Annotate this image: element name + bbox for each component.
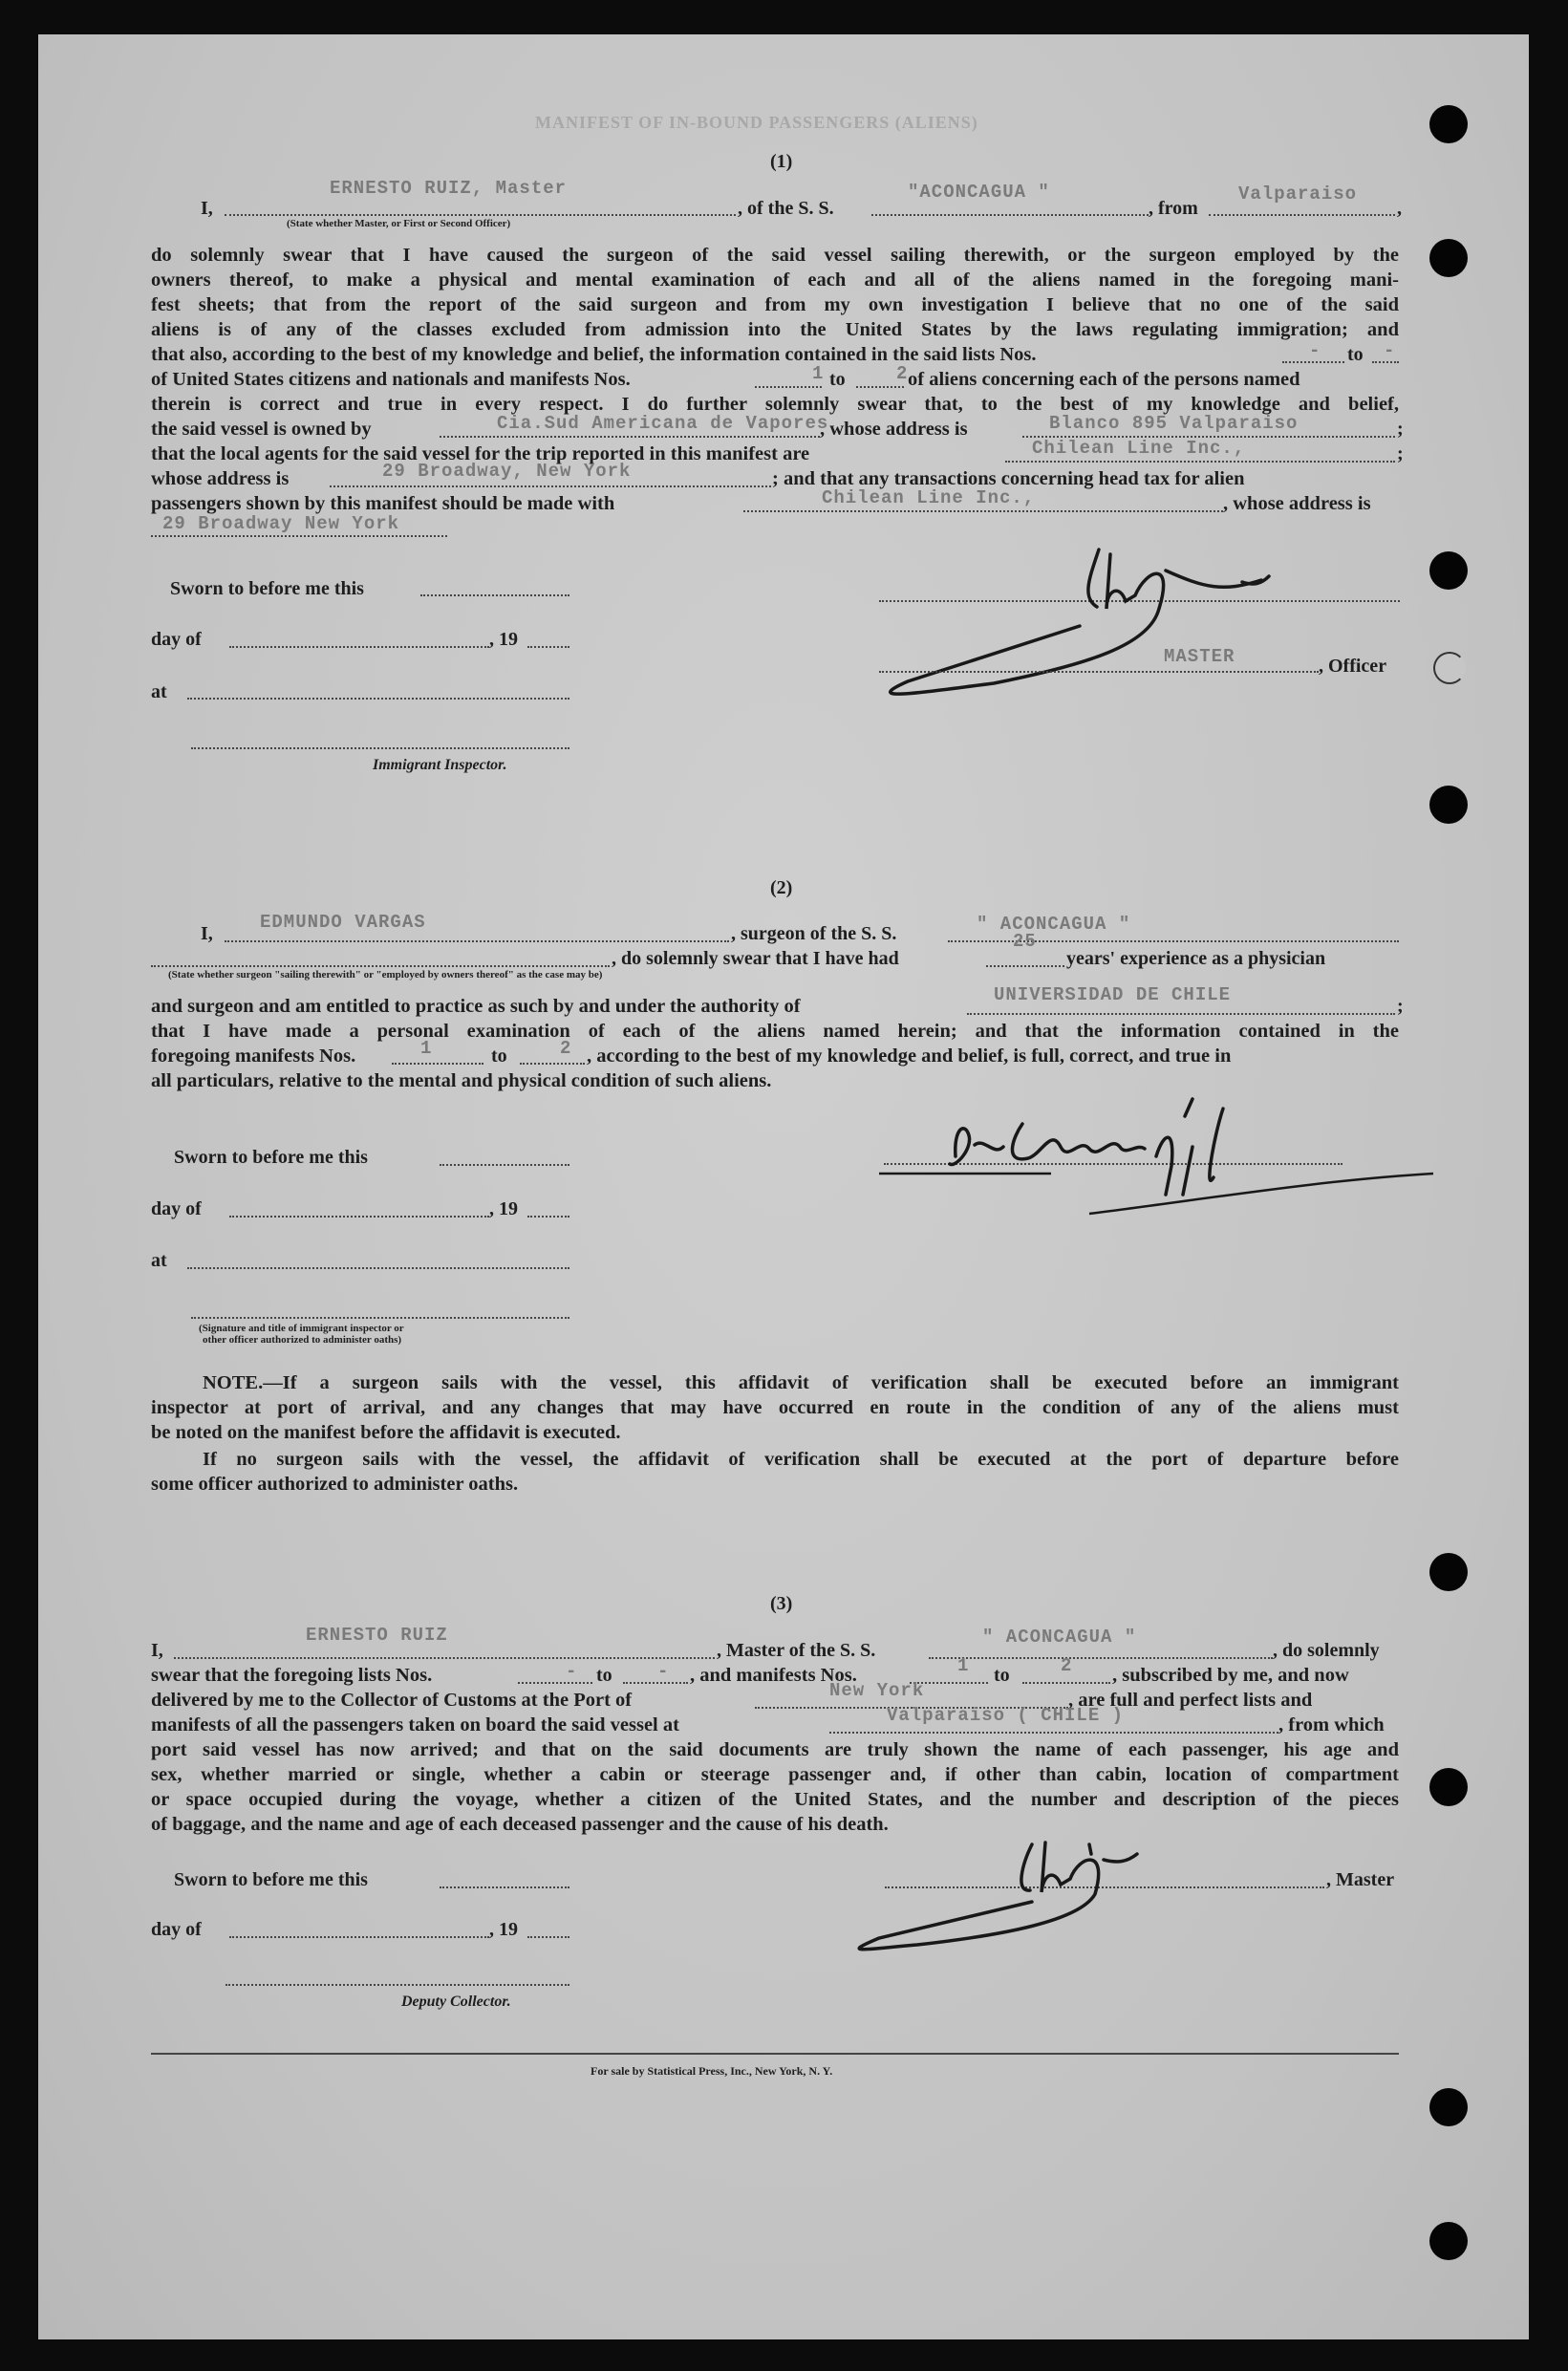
s3-year: , 19 xyxy=(489,1919,518,1940)
vessel-value: "ACONCAGUA " xyxy=(908,182,1050,203)
s1-line-5: that also, according to the best of my knowledge and belief, the information contained in the said lists Nos. xyxy=(151,344,1037,365)
from-line xyxy=(1209,214,1395,216)
title-value: MASTER xyxy=(1164,646,1235,667)
s1-year: , 19 xyxy=(489,629,518,650)
s1-sworn: Sworn to before me this xyxy=(170,578,364,599)
label-master-end: , Master xyxy=(1326,1869,1395,1890)
s3-sworn-line xyxy=(440,1886,569,1888)
s3-lists-to-value: - xyxy=(657,1661,670,1682)
note-line-3: be noted on the manifest before the affidavit is executed. xyxy=(151,1422,621,1443)
label-officer: , Officer xyxy=(1319,656,1387,677)
s3-line-h: of baggage, and the name and age of each deceased passenger and the cause of his death. xyxy=(151,1814,889,1835)
lists-from-line xyxy=(1282,361,1344,363)
s1-line-6b: of aliens concerning each of the persons named xyxy=(908,369,1300,390)
headtax-address-line xyxy=(151,535,447,537)
note-line-5: some officer authorized to administer oaths. xyxy=(151,1474,519,1495)
s1-line-1: do solemnly swear that I have caused the surgeon of the said vessel sailing therewith, or the surgeon employed by the xyxy=(151,245,1399,266)
s3-day-of: day of xyxy=(151,1919,202,1940)
owner-line xyxy=(440,436,820,438)
from-value: Valparaiso xyxy=(1238,183,1358,205)
manifest-from-value: 1 xyxy=(812,363,825,384)
s2-line-c-a: foregoing manifests Nos. xyxy=(151,1045,356,1067)
s3-port-from-value: Valparaiso ( CHILE ) xyxy=(887,1705,1125,1726)
section-2-number: (2) xyxy=(770,877,793,898)
manifest-to-value: 2 xyxy=(896,363,909,384)
s2-year-line xyxy=(527,1216,569,1218)
s1-at: at xyxy=(151,681,167,702)
s2-line-a: and surgeon and am entitled to practice as such by and under the authority of xyxy=(151,996,801,1017)
s1-year-line xyxy=(527,646,569,648)
s3-line-c-a: delivered by me to the Collector of Customs at the Port of xyxy=(151,1690,633,1711)
s1-line-9: that the local agents for the said vessel for the trip reported in this manifest are xyxy=(151,443,810,464)
punch-hole xyxy=(1429,105,1468,143)
manifest-from-line xyxy=(755,386,822,388)
inspector-caption: Immigrant Inspector. xyxy=(373,757,507,773)
s2-semicolon: ; xyxy=(1397,996,1404,1017)
s1-line-6-to: to xyxy=(829,369,846,390)
s3-man-from-value: 1 xyxy=(957,1655,970,1676)
s2-label-surgeon: , surgeon of the S. S. xyxy=(731,923,897,944)
footer-imprint: For sale by Statistical Press, Inc., New York, N. Y. xyxy=(591,2064,833,2078)
s2-caption-1: (Signature and title of immigrant inspector or xyxy=(199,1323,404,1334)
semicolon: ; xyxy=(1397,419,1404,440)
s3-port-value: New York xyxy=(829,1680,925,1701)
s2-inspector-line xyxy=(191,1317,569,1319)
authority-line xyxy=(967,1013,1395,1015)
s3-label-solemnly: , do solemnly xyxy=(1273,1640,1380,1661)
s2-line-d: all particulars, relative to the mental and physical condition of such aliens. xyxy=(151,1070,772,1091)
s3-line-d-a: manifests of all the passengers taken on board the said vessel at xyxy=(151,1714,679,1735)
surgeon-type-line xyxy=(151,965,610,967)
s2-from-line xyxy=(392,1063,483,1065)
inspector-line xyxy=(191,747,569,749)
officer-caption: (State whether Master, or First or Second Officer) xyxy=(287,218,511,229)
s2-sworn: Sworn to before me this xyxy=(174,1147,368,1168)
headtax-address-value: 29 Broadway New York xyxy=(162,513,400,534)
years-value: 25 xyxy=(1013,931,1037,952)
s3-line-e: port said vessel has now arrived; and that on the said documents are truly shown the name of each passenger, his age and xyxy=(151,1739,1399,1760)
authority-value: UNIVERSIDAD DE CHILE xyxy=(994,984,1232,1005)
s2-at-line xyxy=(187,1267,569,1269)
s2-sworn-line xyxy=(440,1164,569,1166)
note-line-4: If no surgeon sails with the vessel, the affidavit of verification shall be executed at the port of departure before xyxy=(203,1449,1399,1470)
punch-hole xyxy=(1429,1553,1468,1591)
s3-name-line xyxy=(174,1657,715,1659)
headtax-line xyxy=(743,510,1223,512)
s3-line-b-to: to xyxy=(596,1665,612,1686)
label-from: , from xyxy=(1149,198,1198,219)
s2-from-value: 1 xyxy=(420,1038,433,1059)
s1-line-4: aliens is of any of the classes excluded from admission into the United States by the laws regulating immigration; and xyxy=(151,319,1399,340)
s3-day-line xyxy=(229,1936,489,1938)
punch-hole xyxy=(1429,2088,1468,2126)
s3-line-g: or space occupied during the voyage, whether a citizen of the United States, and the number and description of the pieces xyxy=(151,1789,1399,1810)
s3-line-c-b: , are full and perfect lists and xyxy=(1068,1690,1313,1711)
s3-line-f: sex, whether married or single, whether a cabin or steerage passenger and, if other than cabin, location of compartment xyxy=(151,1764,1399,1785)
note-line-2: inspector at port of arrival, and any changes that may have occurred en route in the condition of any of the aliens must xyxy=(151,1397,1399,1418)
s3-line-b-a: swear that the foregoing lists Nos. xyxy=(151,1665,433,1686)
s3-vessel-line xyxy=(929,1657,1273,1659)
label-i: I, xyxy=(201,198,213,219)
lists-from-value: - xyxy=(1309,340,1321,361)
s1-line-8b: , whose address is xyxy=(820,419,968,440)
punch-hole xyxy=(1429,2222,1468,2260)
collector-line xyxy=(226,1984,569,1986)
s1-line-10b: ; and that any transactions concerning head tax for alien xyxy=(772,468,1245,489)
faded-header: MANIFEST OF IN-BOUND PASSENGERS (ALIENS) xyxy=(535,113,978,132)
officer-name-line xyxy=(225,214,736,216)
surgeon-signature xyxy=(936,1089,1433,1214)
s2-to-value: 2 xyxy=(560,1038,572,1059)
s3-man-to-line xyxy=(1022,1682,1110,1684)
s3-name-value: ERNESTO RUIZ xyxy=(306,1625,448,1646)
officer-signature xyxy=(860,521,1357,702)
label-of-ss: , of the S. S. xyxy=(738,198,834,219)
officer-name-value: ERNESTO RUIZ, Master xyxy=(330,178,568,199)
s1-line-6a: of United States citizens and nationals and manifests Nos. xyxy=(151,369,631,390)
punch-hole xyxy=(1429,239,1468,277)
years-line xyxy=(986,965,1064,967)
agents-address-line xyxy=(330,485,771,487)
agents-value: Chilean Line Inc., xyxy=(1032,438,1246,459)
owner-value: Cia.Sud Americana de Vapores xyxy=(497,413,829,434)
comma: , xyxy=(1397,198,1402,219)
s2-year: , 19 xyxy=(489,1198,518,1219)
surgeon-name-line xyxy=(225,940,729,942)
surgeon-caption: (State whether surgeon "sailing therewith" or "employed by owners thereof" as the case may be) xyxy=(168,969,603,981)
s1-line-11a: passengers shown by this manifest should be made with xyxy=(151,493,615,514)
lists-to-line xyxy=(1372,361,1399,363)
note-line-1: NOTE.—If a surgeon sails with the vessel, this affidavit of verification shall be executed before an immigrant xyxy=(203,1372,1399,1393)
footer-rule xyxy=(151,2053,1399,2055)
s1-line-10a: whose address is xyxy=(151,468,290,489)
s3-lists-from-line xyxy=(518,1682,592,1684)
s2-line-c-b: , according to the best of my knowledge and belief, is full, correct, and true in xyxy=(587,1045,1232,1067)
s2-day-line xyxy=(229,1216,489,1218)
master-signature xyxy=(841,1816,1242,1959)
surgeon-name-value: EDMUNDO VARGAS xyxy=(260,912,426,933)
s3-label-master: , Master of the S. S. xyxy=(717,1640,876,1661)
s3-line-b-end: , subscribed by me, and now xyxy=(1112,1665,1349,1686)
section-3-number: (3) xyxy=(770,1593,793,1614)
s3-line-d-b: , from which xyxy=(1278,1714,1385,1735)
title-line xyxy=(879,671,1319,673)
s2-label-i: I, xyxy=(201,923,213,944)
s1-line-8a: the said vessel is owned by xyxy=(151,419,372,440)
headtax-value: Chilean Line Inc., xyxy=(822,487,1036,508)
s2-label-solemnly: , do solemnly swear that I have had xyxy=(612,948,899,969)
s1-line-5-to: to xyxy=(1347,344,1364,365)
punch-hole xyxy=(1429,1768,1468,1806)
s2-vessel-value: " ACONCAGUA " xyxy=(977,914,1131,935)
punch-hole xyxy=(1429,786,1468,824)
s3-man-to-value: 2 xyxy=(1061,1655,1073,1676)
s2-line-c-to: to xyxy=(491,1045,507,1067)
s1-line-3: fest sheets; that from the report of the said surgeon and from my own investigation I believe that no one of the said xyxy=(151,294,1399,315)
s3-sworn: Sworn to before me this xyxy=(174,1869,368,1890)
s2-line-b: that I have made a personal examination of each of the aliens named herein; and that the information contained in the xyxy=(151,1021,1399,1042)
agents-line xyxy=(1005,461,1395,463)
s1-line-11b: , whose address is xyxy=(1223,493,1371,514)
s3-vessel-value: " ACONCAGUA " xyxy=(982,1627,1137,1648)
semicolon: ; xyxy=(1397,443,1404,464)
s3-port-from-line xyxy=(829,1732,1278,1734)
collector-caption: Deputy Collector. xyxy=(401,1994,511,2010)
s1-day-line xyxy=(229,646,489,648)
s2-label-years: years' experience as a physician xyxy=(1066,948,1326,969)
s1-at-line xyxy=(187,698,569,700)
punch-hole xyxy=(1429,551,1468,590)
s2-caption-2: other officer authorized to administer oaths) xyxy=(203,1334,402,1346)
s1-line-7: therein is correct and true in every respect. I do further solemnly swear that, to the best of my knowledge and belief, xyxy=(151,394,1399,415)
s3-line-b-mid: , and manifests Nos. xyxy=(690,1665,857,1686)
s3-line-b-to2: to xyxy=(994,1665,1010,1686)
s3-lists-from-value: - xyxy=(566,1661,578,1682)
vessel-line xyxy=(871,214,1149,216)
s2-to-line xyxy=(520,1063,585,1065)
manifest-to-line xyxy=(856,386,904,388)
s1-sworn-line xyxy=(420,594,569,596)
section-1-number: (1) xyxy=(770,151,793,172)
agents-address-value: 29 Broadway, New York xyxy=(382,461,632,482)
punch-hole-edge xyxy=(1433,652,1466,684)
s3-year-line xyxy=(527,1936,569,1938)
lists-to-value: - xyxy=(1384,340,1396,361)
s3-lists-to-line xyxy=(623,1682,688,1684)
s2-at: at xyxy=(151,1250,167,1271)
s1-day-of: day of xyxy=(151,629,202,650)
s2-day-of: day of xyxy=(151,1198,202,1219)
owner-address-value: Blanco 895 Valparaiso xyxy=(1049,413,1299,434)
s1-line-2: owners thereof, to make a physical and mental examination of each and all of the aliens named in the foregoing mani- xyxy=(151,269,1399,291)
s3-label-i: I, xyxy=(151,1640,163,1661)
